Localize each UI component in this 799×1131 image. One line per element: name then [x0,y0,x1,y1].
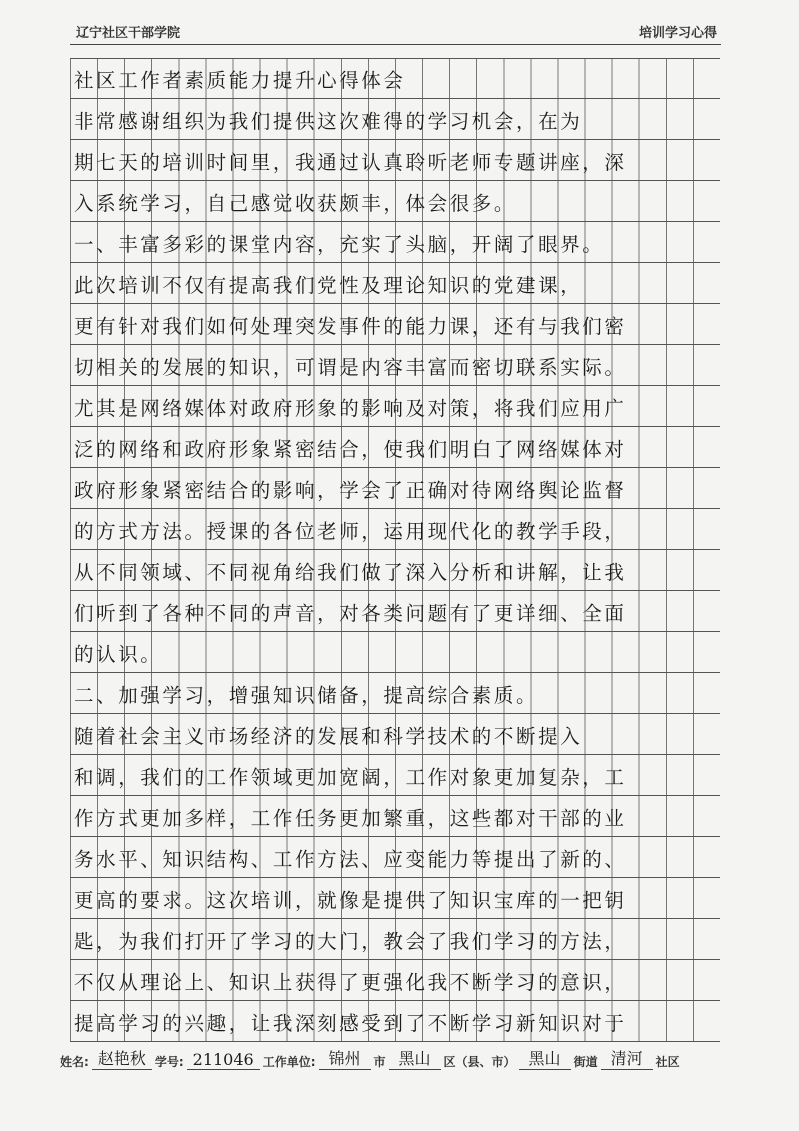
writing-row [70,509,720,550]
handwritten-line: 的方式方法。授课的各位老师，运用现代化的教学手段， [74,520,627,543]
writing-row [70,550,720,591]
writing-row [70,878,720,919]
writing-row [70,755,720,796]
writing-row [70,591,720,632]
handwritten-line: 期七天的培训时间里，我通过认真聆听老师专题讲座，深 [74,151,627,174]
handwritten-line: 的认识。 [74,643,163,666]
handwritten-line: 更高的要求。这次培训，就像是提供了知识宝库的一把钥 [74,889,627,912]
handwritten-line: 此次培训不仅有提高我们党性及理论知识的党建课， [74,274,583,297]
handwritten-line: 务水平、知识结构、工作方法、应变能力等提出了新的、 [74,848,627,871]
handwritten-line: 作方式更加多样，工作任务更加繁重，这些都对干部的业 [74,807,627,830]
writing-row [70,673,720,714]
street-unit: 街道 [573,1055,598,1069]
handwritten-line: 们听到了各种不同的声音，对各类问题有了更详细、全面 [74,602,627,625]
handwritten-line: 和调，我们的工作领域更加宽阔，工作对象更加复杂，工 [74,766,627,789]
handwritten-line: 随着社会主义市场经济的发展和科学技术的不断提入 [74,725,583,748]
writing-row [70,140,720,181]
handwritten-line: 入系统学习，自己感觉收获颇丰，体会很多。 [74,192,517,215]
writing-row [70,386,720,427]
writing-row [70,58,720,99]
footer-info [60,1046,750,1070]
writing-row [70,99,720,140]
writing-row [70,919,720,960]
header-rule [70,44,721,45]
unit-label: 工作单位: [262,1055,316,1069]
handwritten-line: 更有针对我们如何处理突发事件的能力课，还有与我们密 [74,315,627,338]
handwritten-line: 二、加强学习，增强知识储备，提高综合素质。 [74,684,539,707]
handwritten-line: 提高学习的兴趣，让我深刻感受到了不断学习新知识对于 [74,1012,627,1035]
city-value: 锦州 [319,1046,371,1070]
writing-row [70,714,720,755]
writing-row [70,837,720,878]
city-unit: 市 [373,1055,386,1069]
handwritten-line: 一、丰富多彩的课堂内容，充实了头脑，开阔了眼界。 [74,233,605,256]
handwritten-line: 不仅从理论上、知识上获得了更强化我不断学习的意识， [74,971,627,994]
handwritten-line: 非常感谢组织为我们提供这次难得的学习机会，在为 [74,110,583,133]
handwritten-line: 匙，为我们打开了学习的大门，教会了我们学习的方法， [74,930,627,953]
handwritten-line: 社区工作者素质能力提升心得体会 [74,69,406,92]
header-left-title: 辽宁社区干部学院 [76,26,181,41]
writing-row [70,304,720,345]
name-label: 姓名: [60,1055,89,1069]
header-right-title: 培训学习心得 [638,26,717,41]
writing-row [70,960,720,1001]
name-value: 赵艳秋 [92,1046,152,1070]
handwritten-line: 从不同领域、不同视角给我们做了深入分析和讲解，让我 [74,561,627,584]
id-value: 211046 [187,1050,260,1070]
handwritten-line: 尤其是网络媒体对政府形象的影响及对策，将我们应用广 [74,397,627,420]
district-unit: 区（县、市） [443,1055,516,1069]
writing-row [70,468,720,509]
id-label: 学号: [154,1055,184,1069]
writing-row [70,427,720,468]
handwritten-line: 政府形象紧密结合的影响，学会了正确对待网络舆论监督 [74,479,627,502]
district-value: 黑山 [389,1046,441,1070]
writing-row [70,345,720,386]
grid-lines [70,58,720,1042]
handwritten-line: 泛的网络和政府形象紧密结合，使我们明白了网络媒体对 [74,438,627,461]
writing-row [70,632,720,673]
writing-row [70,222,720,263]
street-value: 黑山 [519,1046,571,1070]
community-unit: 社区 [655,1055,680,1069]
handwritten-line: 切相关的发展的知识，可谓是内容丰富而密切联系实际。 [74,356,627,379]
community-value: 清河 [601,1046,653,1070]
writing-row [70,181,720,222]
writing-row [70,263,720,304]
writing-row [70,1001,720,1042]
writing-sheet [70,58,720,1042]
writing-row [70,796,720,837]
